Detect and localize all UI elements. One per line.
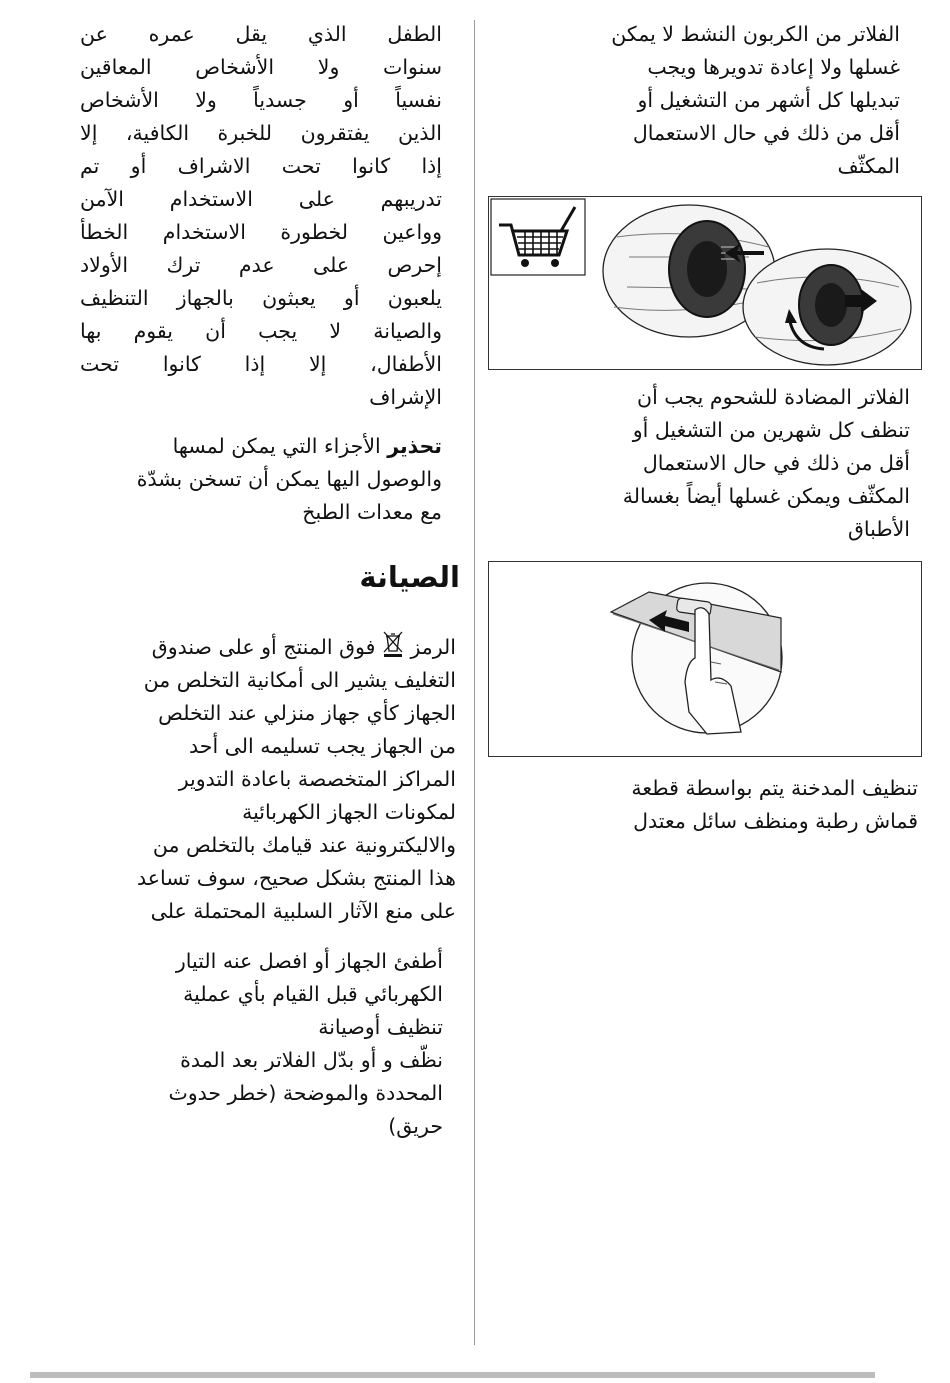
text-line: حريق)	[388, 1114, 443, 1138]
text-line: إذا كانوا تحت الاشراف أو تم	[80, 154, 442, 178]
disposal-text	[100, 630, 456, 928]
text-line: وواعين لخطورة الاستخدام الخطأ	[80, 220, 442, 244]
text-line: نظّف و أو بدّل الفلاتر بعد المدة	[180, 1048, 443, 1072]
text-line: الأطباق	[847, 517, 910, 541]
text-fragment: الأجزاء التي يمكن لمسها	[172, 434, 388, 458]
grease-filter-text	[590, 381, 910, 546]
hood-cleaning-text	[600, 772, 918, 838]
text-line: التغليف يشير الى أمكانية التخلص من	[143, 668, 456, 692]
text-line: تنظيف أوصيانة	[318, 1015, 443, 1039]
text-line: المكثّف	[837, 154, 900, 178]
text-line: الكهربائي قبل القيام بأي عملية	[183, 982, 443, 1006]
text-fragment: فوق المنتج أو على صندوق	[151, 635, 382, 659]
text-line: هذا المنتج بشكل صحيح، سوف تساعد	[136, 866, 456, 890]
text-line: والصيانة لا يجب أن يقوم بها	[80, 319, 442, 343]
text-line: الإشراف	[369, 385, 442, 409]
warning-first-line	[108, 430, 442, 463]
hood-motor-illustration-2	[743, 249, 911, 365]
shopping-cart-icon	[491, 199, 585, 275]
carbon-filter-replacement-figure	[488, 196, 922, 370]
text-line: تدريبهم على الاستخدام الآمن	[80, 187, 442, 211]
text-line: المراكز المتخصصة باعادة التدوير	[178, 767, 456, 791]
text-line: الأطفال، إلا إذا كانوا تحت	[80, 352, 442, 376]
text-line: الفلاتر من الكربون النشط لا يمكن	[611, 22, 900, 46]
text-line: والاليكترونية عند قيامك بالتخلص من	[152, 833, 456, 857]
text-line: أطفئ الجهاز أو افصل عنه التيار	[175, 949, 443, 973]
text-line: مع معدات الطبخ	[302, 500, 442, 524]
child-safety-text	[80, 18, 442, 414]
footer-rule	[30, 1372, 875, 1378]
text-line: المحددة والموضحة (خطر حدوث	[168, 1081, 443, 1105]
text-line: على منع الآثار السلبية المحتملة على	[150, 899, 456, 923]
warning-label: تحذير	[387, 434, 442, 458]
text-line: الفلاتر المضادة للشحوم يجب أن	[637, 385, 910, 409]
text-fragment: الرمز	[403, 635, 456, 659]
text-line: من الجهاز يجب تسليمه الى أحد	[189, 734, 456, 758]
text-line: نفسياً أو جسدياً ولا الأشخاص	[80, 88, 442, 112]
text-line: لمكونات الجهاز الكهربائية	[242, 800, 456, 824]
warning-text	[108, 430, 442, 529]
text-line: يلعبون أو يعبثون بالجهاز التنظيف	[80, 286, 442, 310]
text-line: تبديلها كل أشهر من التشغيل أو	[637, 88, 900, 112]
carbon-filter-text	[585, 18, 900, 183]
text-line: إحرص على عدم ترك الأولاد	[80, 253, 442, 277]
weee-crossed-bin-icon	[382, 630, 404, 658]
text-line: تنظف كل شهرين من التشغيل أو	[632, 418, 910, 442]
text-line: أقل من ذلك في حال الاستعمال	[642, 451, 910, 475]
column-divider	[474, 20, 475, 1345]
maintenance-heading: الصيانة	[359, 560, 460, 594]
text-line: الطفل الذي يقل عمره عن	[80, 22, 442, 46]
maintenance-steps-text	[135, 945, 443, 1143]
text-line: الذين يفتقرون للخبرة الكافية، إلا	[80, 121, 442, 145]
grease-filter-removal-figure	[488, 561, 922, 757]
text-line: المكثّف ويمكن غسلها أيضاً بغسالة	[622, 484, 910, 508]
text-line: تنظيف المدخنة يتم بواسطة قطعة	[631, 776, 918, 800]
disposal-first-line	[100, 630, 456, 664]
text-line: الجهاز كأي جهاز منزلي عند التخلص	[158, 701, 456, 725]
text-line: سنوات ولا الأشخاص المعاقين	[80, 55, 442, 79]
text-line: أقل من ذلك في حال الاستعمال	[632, 121, 900, 145]
text-line: والوصول اليها يمكن أن تسخن بشدّة	[136, 467, 442, 491]
text-line: قماش رطبة ومنظف سائل معتدل	[633, 809, 918, 833]
text-line: غسلها ولا إعادة تدويرها ويجب	[647, 55, 900, 79]
